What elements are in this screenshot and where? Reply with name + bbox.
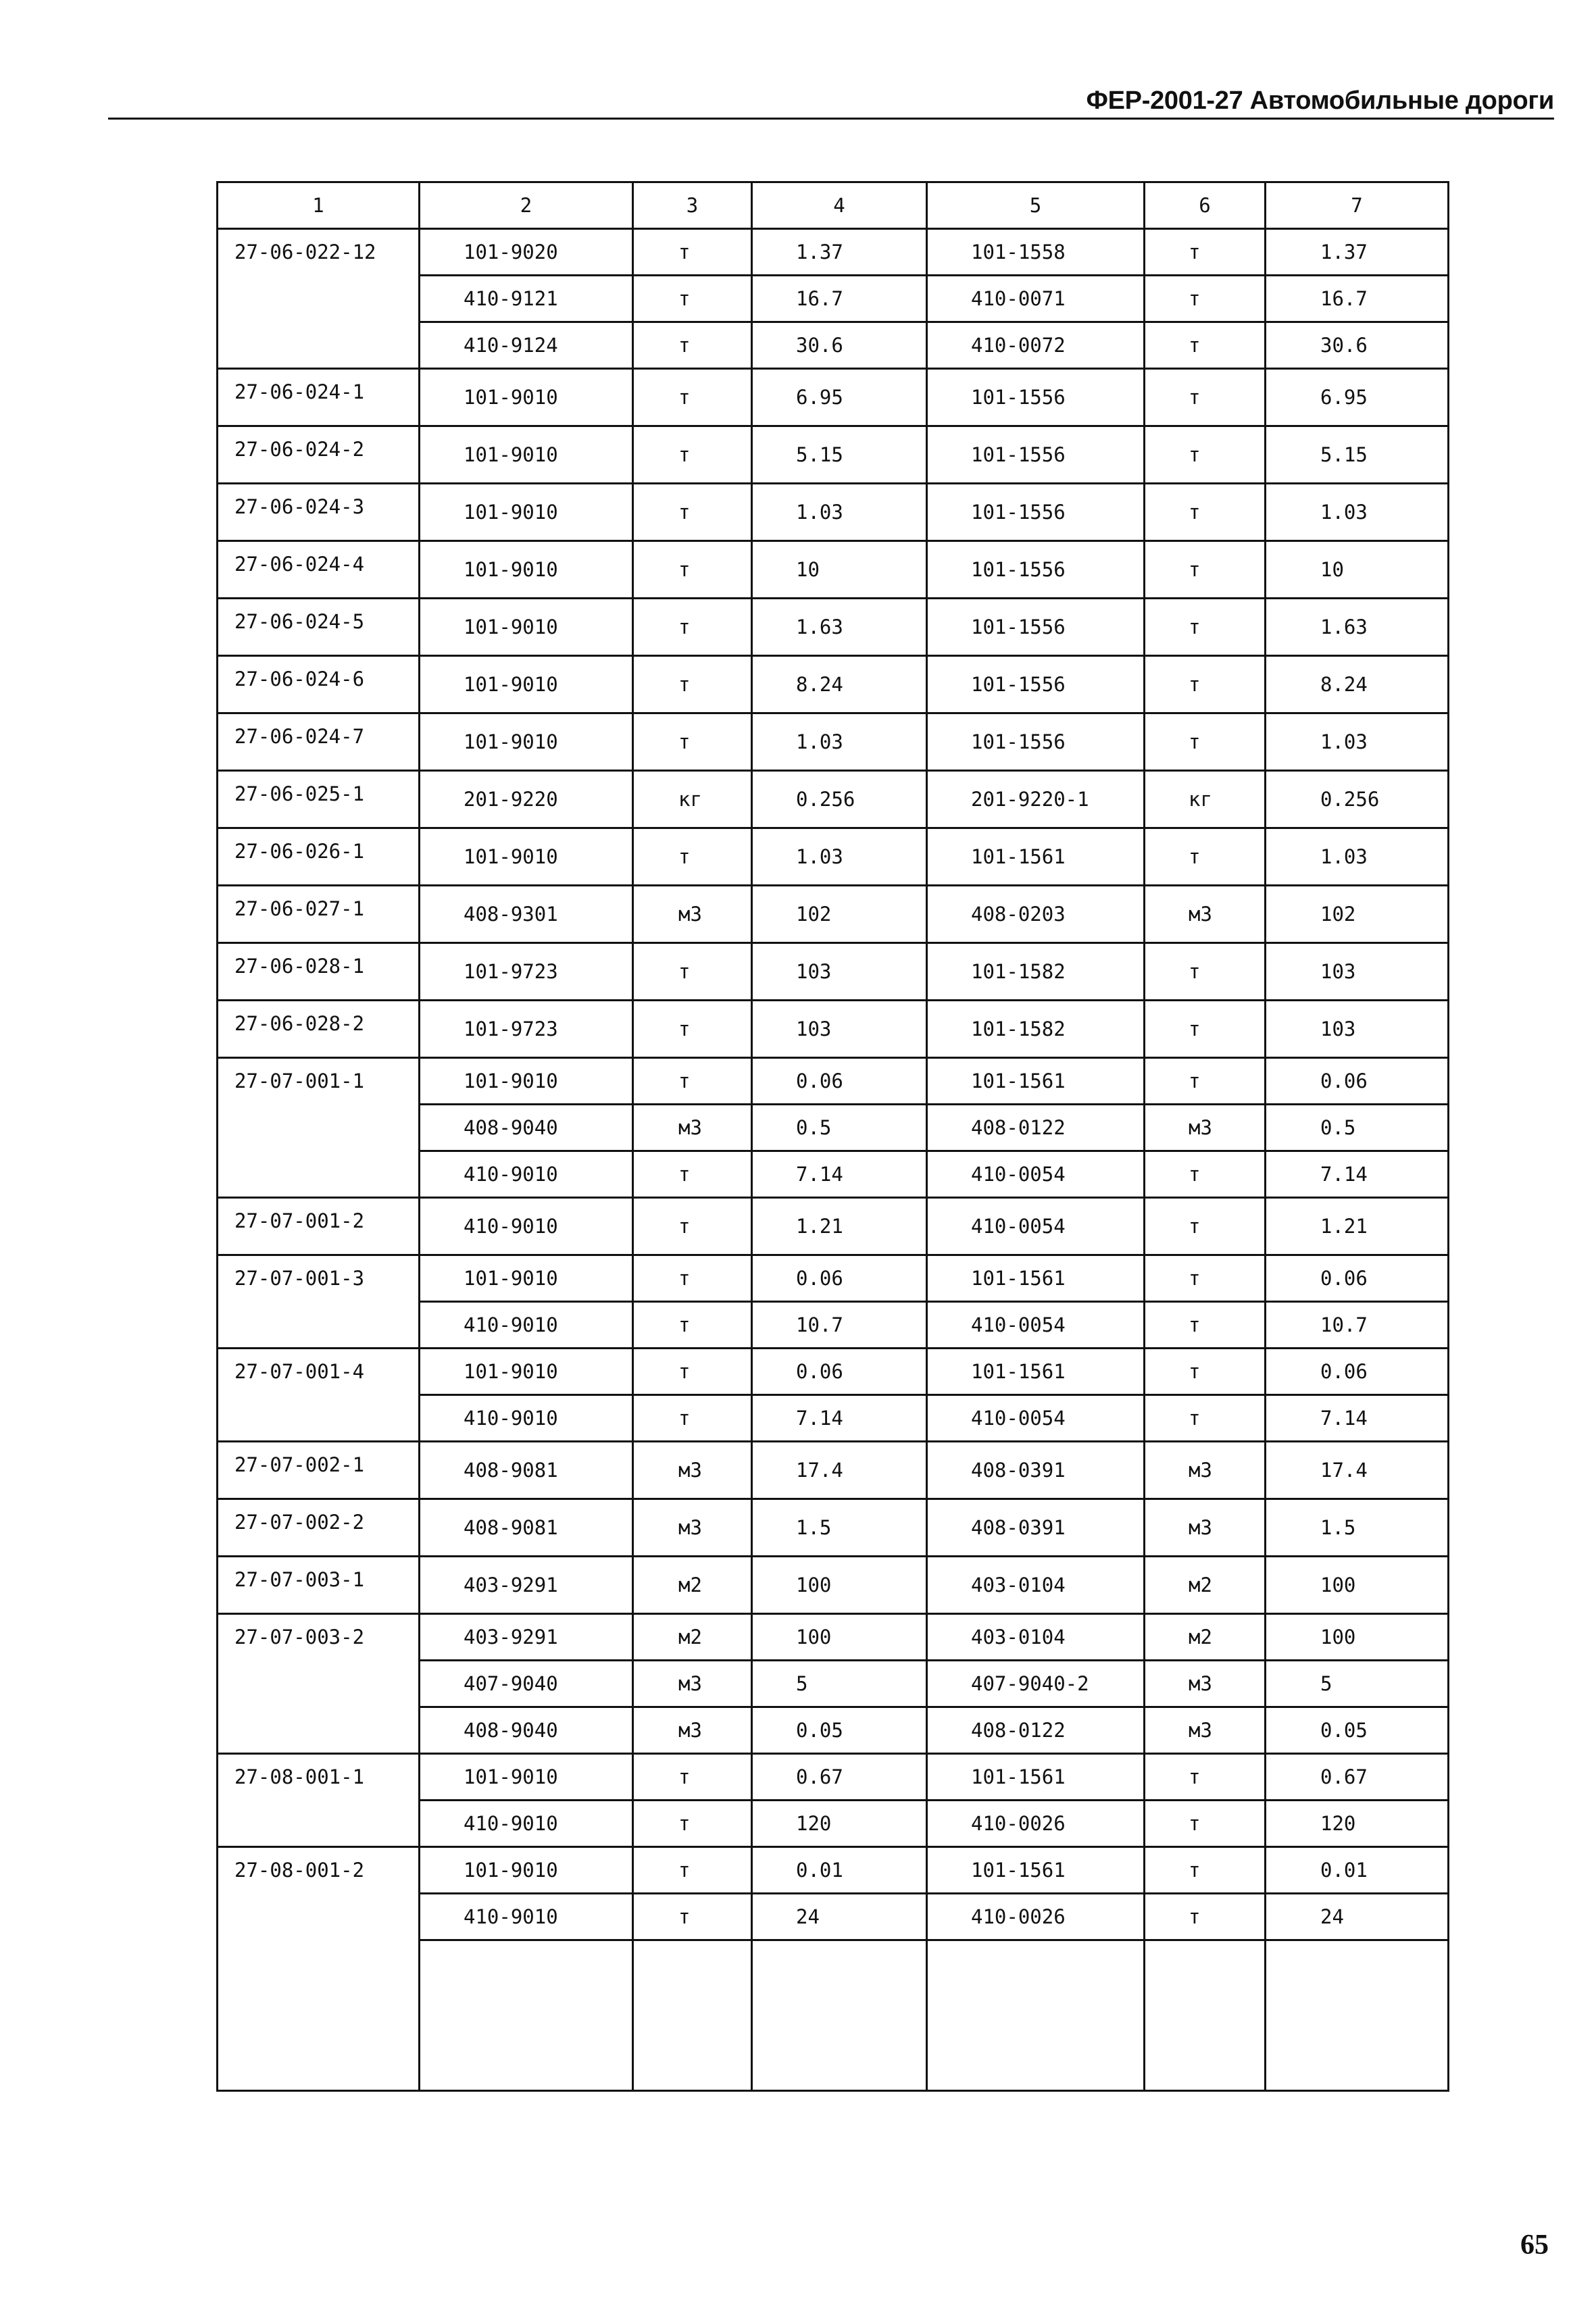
new-unit-cell: т (1145, 369, 1266, 426)
table-row (218, 1557, 1449, 1614)
new-quantity-cell: 30.6 (1266, 322, 1449, 369)
unit-cell: т (633, 1349, 752, 1395)
table-row (218, 828, 1449, 886)
old-resource-code-cell: 101-9010 (420, 713, 633, 771)
quantity-cell: 0.01 (752, 1847, 927, 1894)
new-quantity-cell: 0.06 (1266, 1058, 1449, 1105)
new-quantity-cell: 102 (1266, 886, 1449, 943)
rate-code-cell: 27-07-003-2 (218, 1614, 420, 1754)
new-unit-cell: т (1145, 1198, 1266, 1255)
quantity-cell: 100 (752, 1557, 927, 1614)
quantity-cell: 30.6 (752, 322, 927, 369)
old-resource-code-cell: 101-9020 (420, 229, 633, 276)
new-quantity-cell: 1.03 (1266, 713, 1449, 771)
old-resource-code-cell: 408-9040 (420, 1707, 633, 1754)
old-resource-code-cell: 410-9010 (420, 1198, 633, 1255)
quantity-cell: 17.4 (752, 1442, 927, 1499)
new-quantity-cell: 1.03 (1266, 484, 1449, 541)
rate-code-cell: 27-06-028-2 (218, 1001, 420, 1058)
new-unit-cell: т (1145, 656, 1266, 713)
table-row (218, 1442, 1449, 1499)
old-resource-code-cell: 101-9010 (420, 1058, 633, 1105)
old-resource-code-cell: 101-9010 (420, 1847, 633, 1894)
rate-code-cell: 27-06-024-2 (218, 426, 420, 484)
old-resource-code-cell: 101-9010 (420, 541, 633, 599)
rate-code-cell: 27-07-003-1 (218, 1557, 420, 1614)
quantity-cell: 0.5 (752, 1105, 927, 1151)
new-resource-code-cell: 201-9220-1 (927, 771, 1145, 828)
new-resource-code-cell: 101-1556 (927, 426, 1145, 484)
old-resource-code-cell: 408-9081 (420, 1499, 633, 1557)
unit-cell: м3 (633, 1661, 752, 1707)
new-resource-code-cell: 408-0122 (927, 1707, 1145, 1754)
column-header: 1 (218, 182, 420, 229)
new-resource-code-cell: 408-0122 (927, 1105, 1145, 1151)
quantity-cell: 1.03 (752, 828, 927, 886)
new-resource-code-cell: 410-0071 (927, 276, 1145, 322)
quantity-cell: 0.256 (752, 771, 927, 828)
quantity-cell: 10.7 (752, 1302, 927, 1349)
old-resource-code-cell: 101-9723 (420, 943, 633, 1001)
unit-cell: кг (633, 771, 752, 828)
table-row (218, 229, 1449, 276)
new-quantity-cell: 5.15 (1266, 426, 1449, 484)
table-row (218, 1754, 1449, 1801)
old-resource-code-cell: 410-9010 (420, 1395, 633, 1442)
table-header-row (218, 182, 1449, 229)
quantity-cell: 7.14 (752, 1395, 927, 1442)
unit-cell: т (633, 599, 752, 656)
old-resource-code-cell: 101-9010 (420, 1754, 633, 1801)
old-resource-code-cell: 101-9010 (420, 369, 633, 426)
new-resource-code-cell: 101-1558 (927, 229, 1145, 276)
new-quantity-cell: 0.67 (1266, 1754, 1449, 1801)
new-resource-code-cell: 408-0391 (927, 1442, 1145, 1499)
column-header: 4 (752, 182, 927, 229)
new-resource-code-cell: 410-0026 (927, 1894, 1145, 1940)
empty-cell (752, 1940, 927, 2091)
table-row (218, 484, 1449, 541)
column-header: 2 (420, 182, 633, 229)
resource-table (216, 181, 1449, 2092)
quantity-cell: 10 (752, 541, 927, 599)
new-unit-cell: т (1145, 1349, 1266, 1395)
header-rule (108, 118, 1554, 120)
quantity-cell: 24 (752, 1894, 927, 1940)
new-quantity-cell: 100 (1266, 1614, 1449, 1661)
new-resource-code-cell: 407-9040-2 (927, 1661, 1145, 1707)
resource-table-body (218, 182, 1449, 2091)
unit-cell: т (633, 1151, 752, 1198)
rate-code-cell: 27-06-028-1 (218, 943, 420, 1001)
quantity-cell: 0.67 (752, 1754, 927, 1801)
new-unit-cell: т (1145, 1255, 1266, 1302)
table-row (218, 369, 1449, 426)
new-unit-cell: т (1145, 1894, 1266, 1940)
rate-code-cell: 27-07-001-3 (218, 1255, 420, 1349)
new-unit-cell: м3 (1145, 1707, 1266, 1754)
table-row (218, 426, 1449, 484)
new-resource-code-cell: 410-0054 (927, 1395, 1145, 1442)
new-resource-code-cell: 101-1556 (927, 369, 1145, 426)
table-row (218, 886, 1449, 943)
new-unit-cell: т (1145, 1151, 1266, 1198)
old-resource-code-cell: 407-9040 (420, 1661, 633, 1707)
new-unit-cell: т (1145, 322, 1266, 369)
table-row (218, 1349, 1449, 1395)
rate-code-cell: 27-08-001-1 (218, 1754, 420, 1847)
old-resource-code-cell: 410-9010 (420, 1151, 633, 1198)
table-row (218, 1847, 1449, 1894)
new-unit-cell: т (1145, 541, 1266, 599)
table-row (218, 713, 1449, 771)
new-unit-cell: т (1145, 943, 1266, 1001)
table-row (218, 771, 1449, 828)
old-resource-code-cell: 403-9291 (420, 1557, 633, 1614)
new-resource-code-cell: 410-0054 (927, 1151, 1145, 1198)
old-resource-code-cell: 101-9010 (420, 426, 633, 484)
unit-cell: т (633, 713, 752, 771)
new-quantity-cell: 0.06 (1266, 1349, 1449, 1395)
new-unit-cell: т (1145, 713, 1266, 771)
old-resource-code-cell: 403-9291 (420, 1614, 633, 1661)
unit-cell: т (633, 1302, 752, 1349)
unit-cell: м3 (633, 1105, 752, 1151)
old-resource-code-cell: 410-9010 (420, 1302, 633, 1349)
new-unit-cell: т (1145, 229, 1266, 276)
new-quantity-cell: 7.14 (1266, 1151, 1449, 1198)
rate-code-cell: 27-07-002-2 (218, 1499, 420, 1557)
old-resource-code-cell: 410-9010 (420, 1801, 633, 1847)
new-quantity-cell: 1.63 (1266, 599, 1449, 656)
new-unit-cell: м2 (1145, 1614, 1266, 1661)
new-unit-cell: т (1145, 1058, 1266, 1105)
new-resource-code-cell: 101-1556 (927, 541, 1145, 599)
quantity-cell: 0.06 (752, 1349, 927, 1395)
new-resource-code-cell: 403-0104 (927, 1557, 1145, 1614)
old-resource-code-cell: 408-9040 (420, 1105, 633, 1151)
empty-cell (927, 1940, 1145, 2091)
new-quantity-cell: 1.5 (1266, 1499, 1449, 1557)
new-unit-cell: т (1145, 1395, 1266, 1442)
new-resource-code-cell: 101-1561 (927, 1754, 1145, 1801)
new-resource-code-cell: 101-1582 (927, 1001, 1145, 1058)
empty-cell (1145, 1940, 1266, 2091)
rate-code-cell: 27-06-027-1 (218, 886, 420, 943)
quantity-cell: 1.5 (752, 1499, 927, 1557)
old-resource-code-cell: 101-9723 (420, 1001, 633, 1058)
new-unit-cell: т (1145, 276, 1266, 322)
quantity-cell: 6.95 (752, 369, 927, 426)
table-row (218, 541, 1449, 599)
quantity-cell: 103 (752, 1001, 927, 1058)
new-unit-cell: т (1145, 1302, 1266, 1349)
old-resource-code-cell: 408-9301 (420, 886, 633, 943)
new-unit-cell: м3 (1145, 1442, 1266, 1499)
quantity-cell: 16.7 (752, 276, 927, 322)
column-header: 5 (927, 182, 1145, 229)
old-resource-code-cell: 101-9010 (420, 599, 633, 656)
new-resource-code-cell: 101-1561 (927, 1058, 1145, 1105)
new-quantity-cell: 16.7 (1266, 276, 1449, 322)
new-resource-code-cell: 101-1556 (927, 484, 1145, 541)
new-resource-code-cell: 410-0054 (927, 1302, 1145, 1349)
quantity-cell: 1.03 (752, 713, 927, 771)
table-row (218, 1001, 1449, 1058)
rate-code-cell: 27-07-001-2 (218, 1198, 420, 1255)
quantity-cell: 0.06 (752, 1255, 927, 1302)
new-resource-code-cell: 403-0104 (927, 1614, 1145, 1661)
new-resource-code-cell: 101-1561 (927, 1255, 1145, 1302)
unit-cell: м3 (633, 1442, 752, 1499)
new-quantity-cell: 0.01 (1266, 1847, 1449, 1894)
quantity-cell: 0.06 (752, 1058, 927, 1105)
new-unit-cell: м3 (1145, 886, 1266, 943)
new-resource-code-cell: 101-1561 (927, 828, 1145, 886)
unit-cell: м2 (633, 1614, 752, 1661)
table-row (218, 1499, 1449, 1557)
column-header: 6 (1145, 182, 1266, 229)
new-unit-cell: т (1145, 1801, 1266, 1847)
quantity-cell: 1.21 (752, 1198, 927, 1255)
column-header: 3 (633, 182, 752, 229)
old-resource-code-cell: 101-9010 (420, 1255, 633, 1302)
new-resource-code-cell: 101-1556 (927, 599, 1145, 656)
new-quantity-cell: 120 (1266, 1801, 1449, 1847)
rate-code-cell: 27-06-024-7 (218, 713, 420, 771)
rate-code-cell: 27-06-024-4 (218, 541, 420, 599)
new-quantity-cell: 24 (1266, 1894, 1449, 1940)
new-resource-code-cell: 410-0026 (927, 1801, 1145, 1847)
new-quantity-cell: 100 (1266, 1557, 1449, 1614)
rate-code-cell: 27-06-024-6 (218, 656, 420, 713)
rate-code-cell: 27-06-025-1 (218, 771, 420, 828)
quantity-cell: 100 (752, 1614, 927, 1661)
quantity-cell: 0.05 (752, 1707, 927, 1754)
unit-cell: т (633, 1395, 752, 1442)
unit-cell: т (633, 1255, 752, 1302)
old-resource-code-cell: 410-9121 (420, 276, 633, 322)
unit-cell: т (633, 322, 752, 369)
rate-code-cell: 27-07-002-1 (218, 1442, 420, 1499)
rate-code-cell: 27-08-001-2 (218, 1847, 420, 2091)
unit-cell: т (633, 541, 752, 599)
unit-cell: м3 (633, 886, 752, 943)
unit-cell: т (633, 276, 752, 322)
rate-code-cell: 27-06-024-5 (218, 599, 420, 656)
new-quantity-cell: 103 (1266, 943, 1449, 1001)
unit-cell: т (633, 1754, 752, 1801)
new-quantity-cell: 6.95 (1266, 369, 1449, 426)
rate-code-cell: 27-07-001-1 (218, 1058, 420, 1198)
new-unit-cell: м3 (1145, 1499, 1266, 1557)
empty-cell (633, 1940, 752, 2091)
new-quantity-cell: 10.7 (1266, 1302, 1449, 1349)
quantity-cell: 7.14 (752, 1151, 927, 1198)
rate-code-cell: 27-06-024-3 (218, 484, 420, 541)
old-resource-code-cell: 410-9124 (420, 322, 633, 369)
old-resource-code-cell: 101-9010 (420, 828, 633, 886)
rate-code-cell: 27-07-001-4 (218, 1349, 420, 1442)
old-resource-code-cell: 101-9010 (420, 484, 633, 541)
quantity-cell: 103 (752, 943, 927, 1001)
unit-cell: м2 (633, 1557, 752, 1614)
unit-cell: т (633, 1894, 752, 1940)
page-number: 65 (1520, 2230, 1549, 2261)
quantity-cell: 1.37 (752, 229, 927, 276)
new-quantity-cell: 0.05 (1266, 1707, 1449, 1754)
table-row (218, 656, 1449, 713)
unit-cell: т (633, 656, 752, 713)
new-quantity-cell: 1.21 (1266, 1198, 1449, 1255)
rate-code-cell: 27-06-024-1 (218, 369, 420, 426)
new-quantity-cell: 0.06 (1266, 1255, 1449, 1302)
new-quantity-cell: 1.03 (1266, 828, 1449, 886)
new-resource-code-cell: 408-0391 (927, 1499, 1145, 1557)
new-resource-code-cell: 101-1561 (927, 1847, 1145, 1894)
new-unit-cell: т (1145, 484, 1266, 541)
new-resource-code-cell: 101-1556 (927, 656, 1145, 713)
new-resource-code-cell: 410-0072 (927, 322, 1145, 369)
unit-cell: т (633, 828, 752, 886)
new-resource-code-cell: 410-0054 (927, 1198, 1145, 1255)
unit-cell: т (633, 1058, 752, 1105)
new-quantity-cell: 5 (1266, 1661, 1449, 1707)
new-resource-code-cell: 408-0203 (927, 886, 1145, 943)
column-header: 7 (1266, 182, 1449, 229)
old-resource-code-cell: 101-9010 (420, 656, 633, 713)
old-resource-code-cell: 101-9010 (420, 1349, 633, 1395)
new-quantity-cell: 1.37 (1266, 229, 1449, 276)
new-quantity-cell: 8.24 (1266, 656, 1449, 713)
quantity-cell: 120 (752, 1801, 927, 1847)
quantity-cell: 1.63 (752, 599, 927, 656)
table-row (218, 1614, 1449, 1661)
unit-cell: т (633, 369, 752, 426)
unit-cell: м3 (633, 1707, 752, 1754)
new-quantity-cell: 17.4 (1266, 1442, 1449, 1499)
empty-cell (1266, 1940, 1449, 2091)
unit-cell: т (633, 1847, 752, 1894)
table-row (218, 1058, 1449, 1105)
unit-cell: т (633, 484, 752, 541)
rate-code-cell: 27-06-026-1 (218, 828, 420, 886)
new-unit-cell: т (1145, 1754, 1266, 1801)
new-quantity-cell: 103 (1266, 1001, 1449, 1058)
new-unit-cell: т (1145, 426, 1266, 484)
quantity-cell: 5.15 (752, 426, 927, 484)
unit-cell: т (633, 1801, 752, 1847)
new-unit-cell: т (1145, 599, 1266, 656)
old-resource-code-cell: 410-9010 (420, 1894, 633, 1940)
new-unit-cell: м3 (1145, 1661, 1266, 1707)
new-quantity-cell: 10 (1266, 541, 1449, 599)
new-quantity-cell: 7.14 (1266, 1395, 1449, 1442)
new-quantity-cell: 0.256 (1266, 771, 1449, 828)
new-resource-code-cell: 101-1582 (927, 943, 1145, 1001)
new-unit-cell: м3 (1145, 1105, 1266, 1151)
unit-cell: т (633, 426, 752, 484)
table-row (218, 599, 1449, 656)
new-unit-cell: т (1145, 1847, 1266, 1894)
table-row (218, 943, 1449, 1001)
quantity-cell: 8.24 (752, 656, 927, 713)
quantity-cell: 1.03 (752, 484, 927, 541)
old-resource-code-cell: 201-9220 (420, 771, 633, 828)
old-resource-code-cell: 408-9081 (420, 1442, 633, 1499)
unit-cell: м3 (633, 1499, 752, 1557)
quantity-cell: 5 (752, 1661, 927, 1707)
quantity-cell: 102 (752, 886, 927, 943)
unit-cell: т (633, 1198, 752, 1255)
table-row (218, 1255, 1449, 1302)
new-unit-cell: кг (1145, 771, 1266, 828)
new-resource-code-cell: 101-1561 (927, 1349, 1145, 1395)
empty-cell (420, 1940, 633, 2091)
unit-cell: т (633, 229, 752, 276)
unit-cell: т (633, 1001, 752, 1058)
new-unit-cell: т (1145, 828, 1266, 886)
document-header-title: ФЕР-2001-27 Автомобильные дороги (1086, 86, 1554, 115)
table-row (218, 1198, 1449, 1255)
new-unit-cell: м2 (1145, 1557, 1266, 1614)
new-resource-code-cell: 101-1556 (927, 713, 1145, 771)
rate-code-cell: 27-06-022-12 (218, 229, 420, 369)
unit-cell: т (633, 943, 752, 1001)
new-unit-cell: т (1145, 1001, 1266, 1058)
new-quantity-cell: 0.5 (1266, 1105, 1449, 1151)
